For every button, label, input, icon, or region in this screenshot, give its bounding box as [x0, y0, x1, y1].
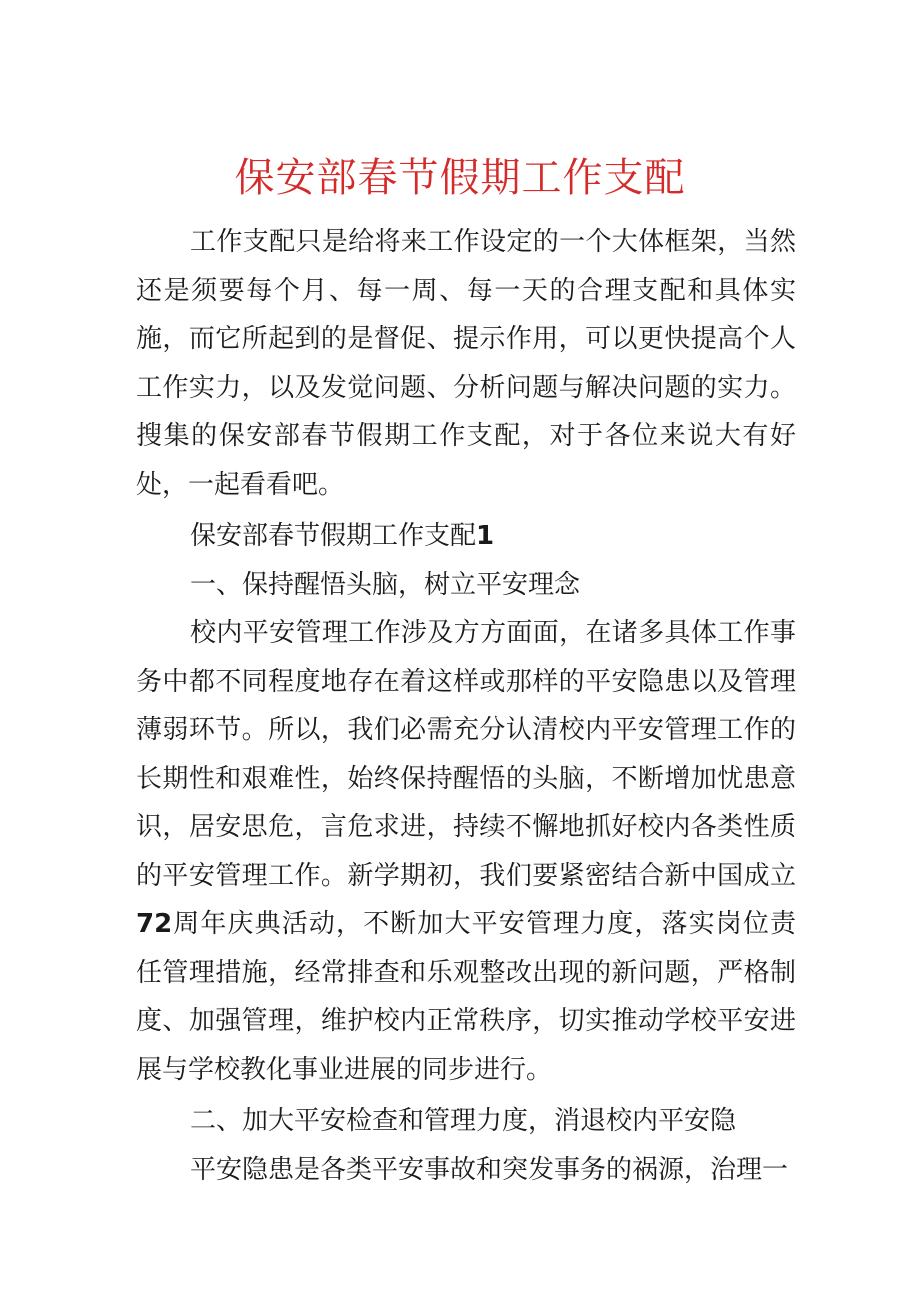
- subtitle-heading: [136, 512, 796, 561]
- section1-body-part-b: 周年庆典活动，不断加大平安管理力度，落实岗位责任管理措施，经常排查和乐观整改出现的新问题，严格制度、加强管理，维护校内正常秩序，切实推动学校平安进展与学校教化事业进展的同步进行。: [136, 909, 796, 1085]
- section2-paragraph: 平安隐患是各类平安事故和突发事务的祸源，治理一: [190, 1154, 789, 1185]
- document-title: 保安部春节假期工作支配: [234, 155, 686, 201]
- document-body: [136, 218, 796, 1194]
- section1-body-part-a: 校内平安管理工作涉及方方面面，在诸多具体工作事务中都不同程度地存在着这样或那样的平安隐患以及管理薄弱环节。所以，我们必需充分认清校内平安管理工作的长期性和艰难性，始终保持醒悟的头脑，不断增加忧患意识，居安思危，言危求进，持续不懈地抓好校内各类性质的平安管理工作。新学期初，我们要紧密结合新中国成立: [136, 618, 796, 891]
- section1-heading: 一、保持醒悟头脑，树立平安理念: [190, 569, 581, 600]
- subtitle-number: 1: [476, 521, 495, 551]
- section2-heading: 二、加大平安检查和管理力度，消退校内平安隐: [190, 1106, 737, 1136]
- subtitle-text: 保安部春节假期工作支配: [190, 521, 477, 551]
- section1-body-number: 72: [136, 909, 173, 939]
- section1-paragraph: [136, 609, 796, 1094]
- intro-paragraph: 工作支配只是给将来工作设定的一个大体框架，当然还是须要每个月、每一周、每一天的合理支配和具体实施，而它所起到的是督促、提示作用，可以更快提高个人工作实力，以及发觉问题、分析问题与解决问题的实力。搜集的保安部春节假期工作支配，对于各位来说大有好处，一起看看吧。: [136, 227, 796, 500]
